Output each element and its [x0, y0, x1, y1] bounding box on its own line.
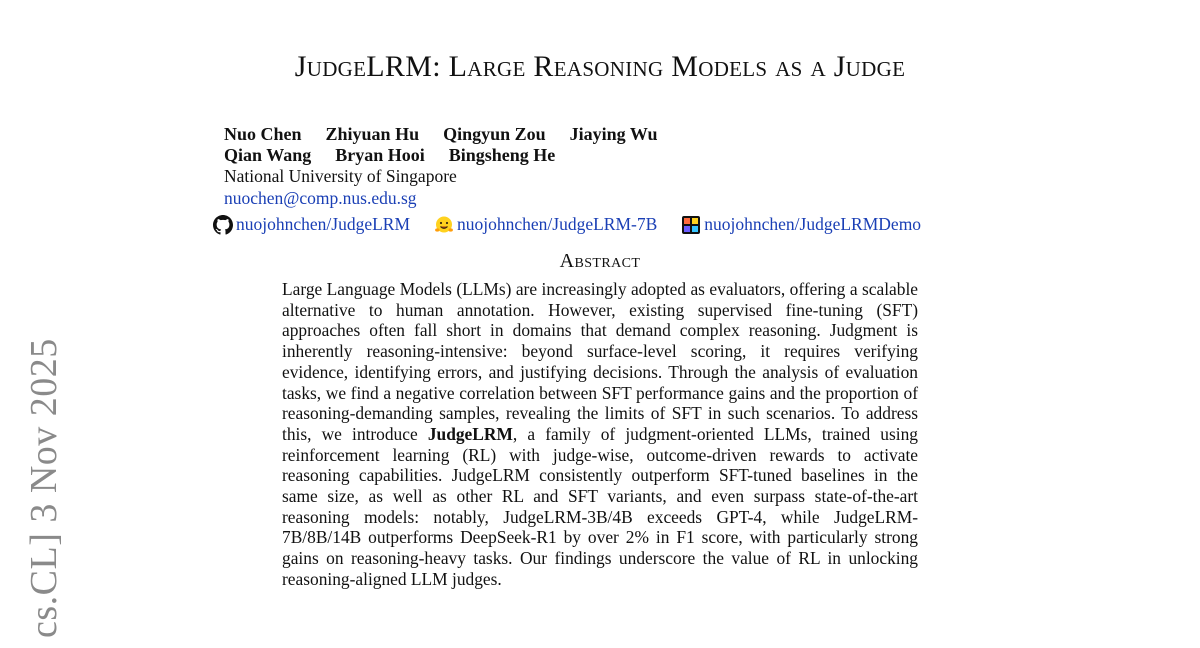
author-row-1	[224, 124, 682, 145]
demo-link-label: nuojohnchen/JudgeLRMDemo	[704, 214, 922, 234]
abstract-text: Large Language Models (LLMs) are increasingly adopted as evaluators, offering a scalable alternative to human annotation. However, existing supervised fine-tuning (SFT) approaches often fall short in domains that demand complex reasoning. Judgment is inherently reasoning-intensive: beyond surface-level scoring, it requires verifying evidence, identifying errors, and justifying decisions. Through the analysis of evaluation tasks, we find a negative correlation between SFT performance gains and the proportion of reasoning-demanding samples, revealing the limits of SFT in such scenarios. To address this, we introduce	[282, 279, 918, 444]
arxiv-stamp-text: cs.CL] 3 Nov 2025	[23, 338, 65, 638]
huggingface-link-label: nuojohnchen/JudgeLRM-7B	[457, 214, 658, 234]
author-name: Nuo Chen	[224, 124, 302, 144]
abstract-body	[282, 279, 918, 590]
author-name: Qian Wang	[224, 145, 312, 165]
github-repo-link[interactable]	[213, 214, 410, 235]
huggingface-model-link[interactable]	[434, 214, 657, 235]
abstract-text-continued: , a family of judgment-oriented LLMs, trained using reinforcement learning (RL) with judge-wise, outcome-driven rewards to activate reasoning capabilities. JudgeLRM consistently outperform SFT-tuned baselines in the same size, as well as other RL and SFT variants, and even surpass state-of-the-art reasoning models: notably, JudgeLRM-3B/4B exceeds GPT-4, while JudgeLRM-7B/8B/14B outperforms DeepSeek-R1 by over 2% in F1 score, with particularly strong gains on reasoning-heavy tasks. Our findings underscore the value of RL in unlocking reasoning-aligned LLM judges.	[282, 423, 918, 589]
huggingface-icon	[434, 215, 454, 235]
author-name: Bingsheng He	[448, 145, 556, 165]
model-name-bold: JudgeLRM	[427, 423, 513, 444]
author-list	[224, 124, 682, 166]
paper-title: JudgeLRM: Large Reasoning Models as a Judge	[294, 50, 906, 83]
author-name: Bryan Hooi	[335, 145, 425, 165]
demo-link[interactable]	[681, 214, 921, 235]
author-row-2	[224, 145, 682, 166]
author-name: Qingyun Zou	[443, 124, 546, 144]
github-icon	[213, 215, 233, 235]
author-name: Zhiyuan Hu	[325, 124, 420, 144]
arxiv-side-stamp	[16, 338, 72, 648]
affiliation: National University of Singapore	[224, 166, 457, 186]
demo-app-icon	[681, 215, 701, 235]
email-link[interactable]: nuochen@comp.nus.edu.sg	[224, 188, 417, 208]
resource-links	[213, 214, 921, 235]
abstract-heading: Abstract	[559, 250, 641, 272]
github-link-label: nuojohnchen/JudgeLRM	[236, 214, 411, 234]
author-name: Jiaying Wu	[569, 124, 658, 144]
